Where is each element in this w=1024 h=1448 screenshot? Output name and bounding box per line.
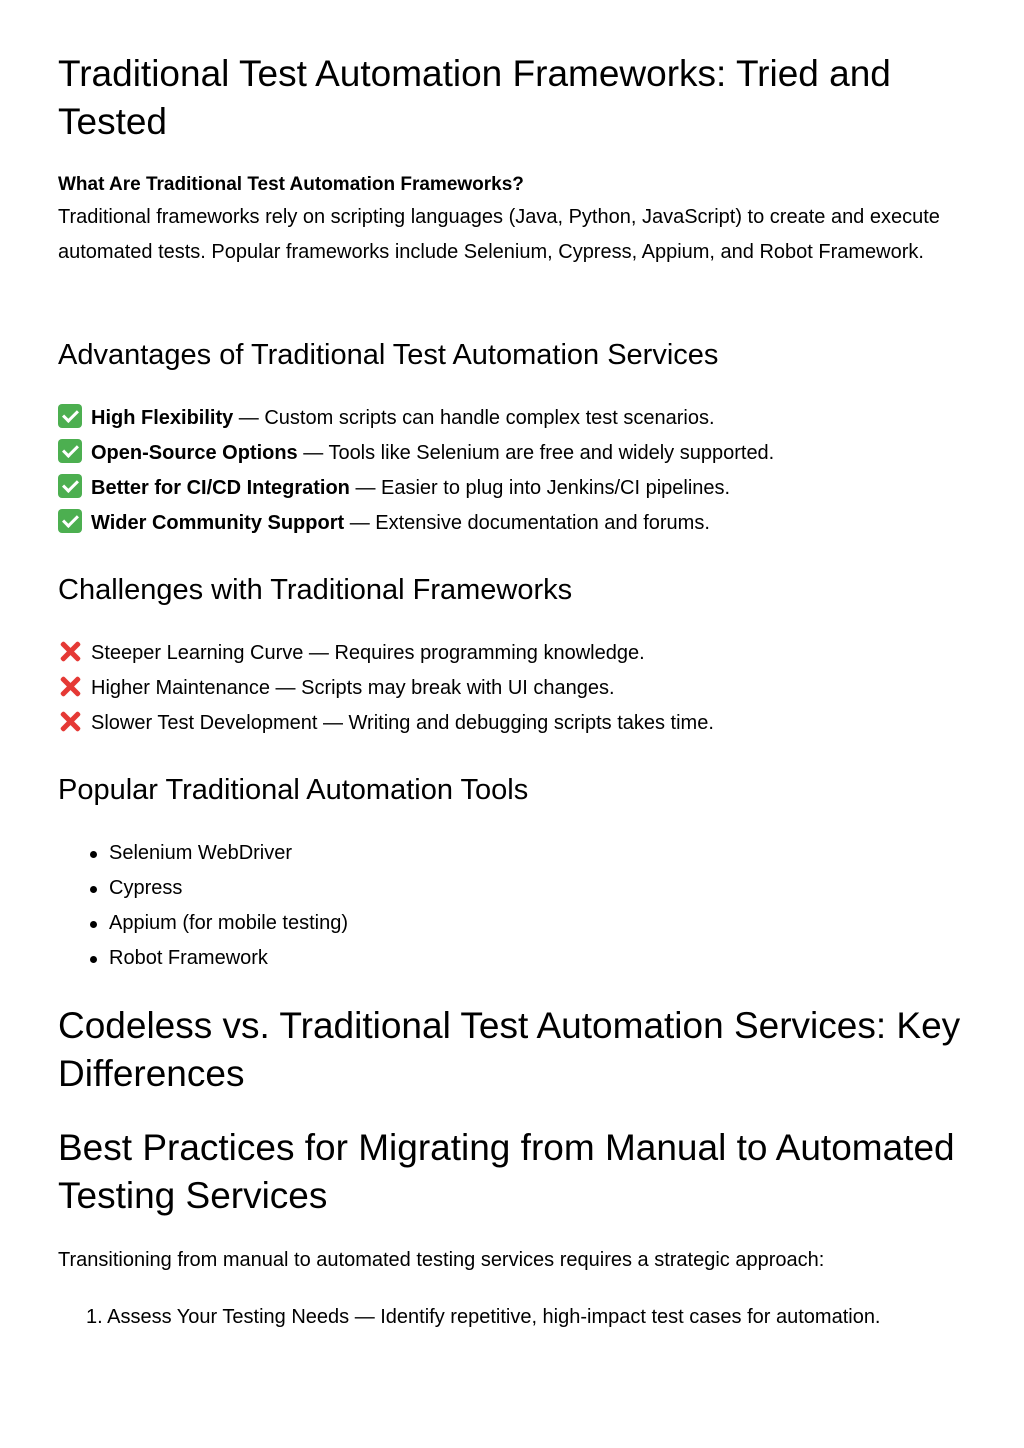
advantage-item (58, 401, 978, 436)
list-item: Cypress (109, 871, 348, 906)
advantage-text: — Easier to plug into Jenkins/CI pipelines. (349, 477, 731, 499)
cross-mark-icon (58, 709, 82, 733)
best-practices-intro: Transitioning from manual to automated testing services requires a strategic approach: (58, 1249, 825, 1271)
list-item: Robot Framework (109, 941, 348, 976)
check-mark-icon (58, 439, 82, 463)
advantage-item (58, 506, 978, 541)
advantage-text: — Custom scripts can handle complex test scenarios. (233, 407, 715, 429)
section-title-key-differences: Codeless vs. Traditional Test Automation Services: Key Differences (58, 1005, 961, 1094)
advantage-text: — Tools like Selenium are free and widely supported. (297, 442, 775, 464)
challenge-text: Slower Test Development — Writing and debugging scripts takes time. (91, 712, 714, 734)
intro-lead-question: What Are Traditional Test Automation Frameworks? (58, 174, 524, 195)
advantage-item (58, 436, 978, 471)
advantage-label: High Flexibility (91, 407, 234, 429)
tools-heading: Popular Traditional Automation Tools (58, 774, 529, 806)
challenges-list (58, 636, 978, 741)
list-item: Selenium WebDriver (109, 836, 348, 871)
challenge-text: Higher Maintenance — Scripts may break with UI changes. (91, 677, 615, 699)
challenge-text: Steeper Learning Curve — Requires programming knowledge. (91, 642, 645, 664)
check-mark-icon (58, 509, 82, 533)
advantages-heading: Advantages of Traditional Test Automation Services (58, 339, 719, 371)
tools-list (109, 836, 348, 976)
advantage-text: — Extensive documentation and forums. (344, 512, 710, 534)
challenge-item (58, 636, 978, 671)
best-practices-steps (86, 1300, 881, 1335)
section-title-best-practices: Best Practices for Migrating from Manual to Automated Testing Services (58, 1127, 955, 1216)
intro-paragraph (58, 170, 978, 270)
challenges-heading: Challenges with Traditional Frameworks (58, 574, 573, 606)
step-item: 1. Assess Your Testing Needs — Identify repetitive, high-impact test cases for automation. (86, 1306, 881, 1328)
challenge-item (58, 706, 978, 741)
advantage-label: Wider Community Support (91, 512, 345, 534)
cross-mark-icon (58, 639, 82, 663)
check-mark-icon (58, 474, 82, 498)
advantage-label: Better for CI/CD Integration (91, 477, 350, 499)
cross-mark-icon (58, 674, 82, 698)
advantage-item (58, 471, 978, 506)
intro-text: Traditional frameworks rely on scripting languages (Java, Python, JavaScript) to create and execute automated tests. Popular frameworks include Selenium, Cypress, Appium, and Robot Framework. (58, 206, 940, 263)
advantage-label: Open-Source Options (91, 442, 298, 464)
check-mark-icon (58, 404, 82, 428)
advantages-list (58, 401, 978, 541)
list-item: Appium (for mobile testing) (109, 906, 348, 941)
challenge-item (58, 671, 978, 706)
section-title-traditional-frameworks: Traditional Test Automation Frameworks: Tried and Tested (58, 53, 891, 142)
